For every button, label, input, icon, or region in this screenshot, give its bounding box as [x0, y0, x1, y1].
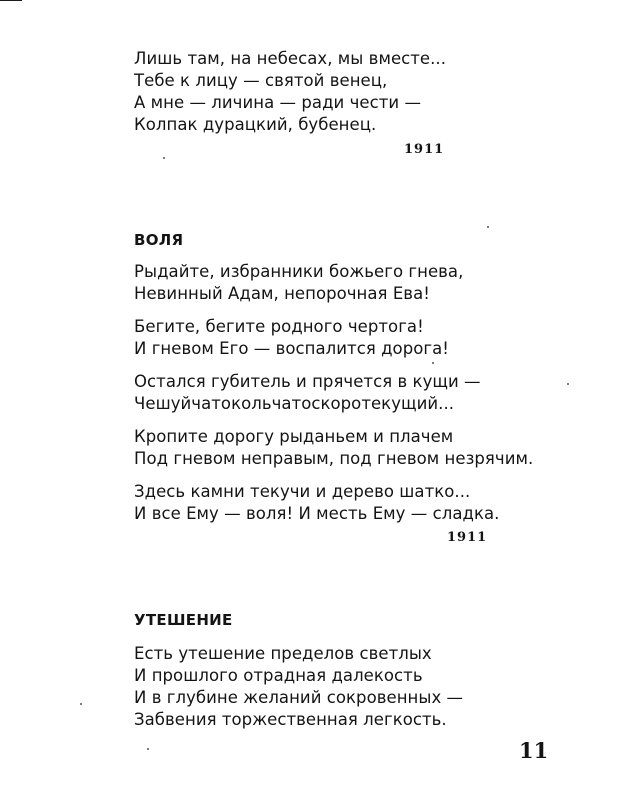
scan-speck [147, 748, 149, 750]
poem1-year: 1911 [404, 142, 445, 157]
poem2-line-1: Рыдайте, избранники божьего гнева, [134, 262, 464, 281]
scan-speck [432, 362, 434, 364]
poem2-line-3: Бегите, бегите родного чертога! [134, 317, 424, 336]
scan-speck [567, 383, 569, 385]
poem2-line-10: И все Ему — воля! И месть Ему — сладка. [134, 504, 500, 523]
poem2-line-7: Кропите дорогу рыданьем и плачем [134, 427, 454, 446]
poem1-line-1: Лишь там, на небесах, мы вместе... [134, 49, 447, 68]
poem2-line-2: Невинный Адам, непорочная Ева! [134, 284, 430, 303]
page-number: 11 [519, 738, 549, 763]
poem2-line-9: Здесь камни текучи и дерево шатко... [134, 482, 471, 501]
poem2-line-6: Чешуйчатокольчатоскоротекущий... [134, 394, 455, 413]
scan-edge-mark [0, 0, 22, 1]
scan-speck [80, 703, 82, 705]
poem1-line-2: Тебе к лицу — святой венец, [134, 71, 388, 90]
poem3-line-3: И в глубине желаний сокровенных — [134, 688, 464, 707]
poem3-line-4: Забвения торжественная легкость. [134, 710, 447, 729]
scan-speck [487, 226, 489, 228]
poem3-title: УТЕШЕНИЕ [134, 611, 233, 629]
poem2-line-8: Под гневом неправым, под гневом незрячим. [134, 449, 534, 468]
poem1-line-3: А мне — личина — ради чести — [134, 93, 422, 112]
poem2-title: ВОЛЯ [134, 231, 184, 249]
poem1-line-4: Колпак дурацкий, бубенец. [134, 115, 377, 134]
poem3-line-1: Есть утешение пределов светлых [134, 644, 432, 663]
poem2-line-5: Остался губитель и прячется в кущи — [134, 372, 481, 391]
poem2-year: 1911 [447, 530, 488, 545]
scan-speck [163, 157, 165, 159]
poem2-line-4: И гневом Его — воспалится дорога! [134, 339, 449, 358]
poem3-line-2: И прошлого отрадная далекость [134, 666, 423, 685]
